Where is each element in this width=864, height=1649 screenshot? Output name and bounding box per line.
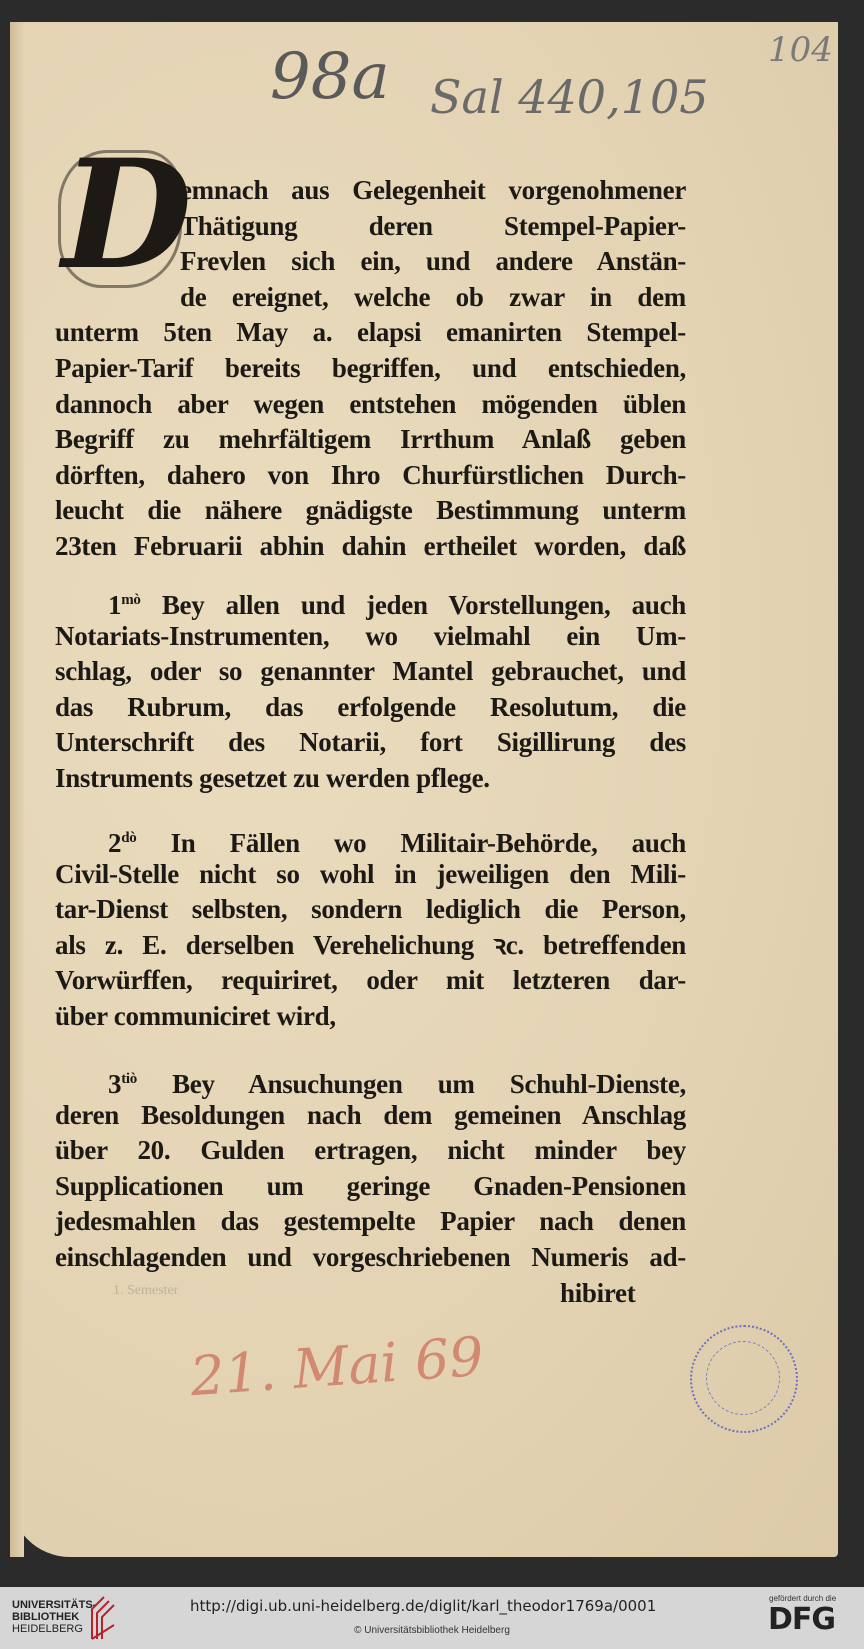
item-3-first-line [108, 1063, 686, 1100]
text-line: tar-Dienst selbsten, sondern lediglich die Person, [55, 894, 686, 925]
red-pencil-note: 21. Mai 69 [188, 1324, 486, 1409]
item-text: Bey Ansuchungen um Schuhl-Dienste, [136, 1069, 686, 1099]
item-ordinal: tiò [121, 1071, 137, 1087]
text-line: als z. E. derselben Verehelichung ꝛc. betreffenden [55, 929, 686, 960]
folio-number: 104 [768, 30, 833, 70]
text-line: Instruments gesetzet zu werden pflege. [55, 763, 490, 793]
text-line: Civil-Stelle nicht so wohl in jeweiligen den Mili- [55, 858, 686, 889]
catchword: hibiret [560, 1278, 636, 1308]
text-line: Begriff zu mehrfältigem Irrthum Anlaß geben [55, 424, 686, 455]
text-line: dörften, dahero von Ihro Churfürstlichen Durch- [55, 459, 686, 490]
dfg-logo: DFG [768, 1602, 836, 1637]
item-2-first-line [108, 822, 686, 859]
permalink-url[interactable]: http://digi.ub.uni-heidelberg.de/diglit/karl_theodor1769a/0001 [190, 1597, 657, 1615]
text-line: einschlagenden und vorgeschriebenen Numeris ad- [55, 1242, 686, 1272]
offset-text: 1. Semester [113, 1283, 179, 1298]
item-text: Bey allen und jeden Vorstellungen, auch [140, 590, 686, 620]
item-1-first-line [108, 584, 686, 621]
logo-text-1: UNIVERSITÄTS- [12, 1599, 97, 1611]
text-line: Unterschrift des Notarii, fort Sigillirung des [55, 727, 686, 758]
item-number: 2 [108, 828, 122, 858]
text-line: das Rubrum, das erfolgende Resolutum, die [55, 691, 686, 722]
text-line: Thätigung deren Stempel-Papier- [180, 210, 686, 241]
logo-text-3: HEIDELBERG [12, 1623, 83, 1635]
item-text: In Fällen wo Militair-Behörde, auch [136, 828, 686, 858]
text-line: jedesmahlen das gestempelte Papier nach denen [55, 1206, 686, 1237]
item-ordinal: dò [121, 830, 137, 846]
library-stamp-inner [706, 1341, 780, 1415]
text-line: unterm 5ten May a. elapsi emanirten Stempel- [55, 317, 686, 348]
item-ordinal: mò [121, 592, 141, 608]
library-stamp [690, 1325, 798, 1433]
funding-label: gefördert durch die [769, 1594, 837, 1603]
text-line: Papier-Tarif bereits begriffen, und entschieden, [55, 353, 686, 383]
text-line: leucht die nähere gnädigste Bestimmung unterm [55, 495, 686, 526]
text-line: Supplicationen um geringe Gnaden-Pensionen [55, 1170, 686, 1201]
text-line: Notariats-Instrumenten, wo vielmahl ein Um- [55, 620, 686, 651]
shelfmark-handwritten: 98a [270, 40, 390, 114]
page-gutter [10, 22, 24, 1557]
copyright: © Universitätsbibliothek Heidelberg [354, 1625, 510, 1636]
call-number-handwritten: Sal 440,105 [430, 70, 709, 124]
text-line: über communiciret wird, [55, 1001, 336, 1031]
text-line: Vorwürffen, requiriret, oder mit letzteren dar- [55, 965, 686, 996]
text-line: schlag, oder so genannter Mantel gebrauchet, und [55, 656, 686, 687]
logo-text-2: BIBLIOTHEK [12, 1611, 80, 1623]
text-line: deren Besoldungen nach dem gemeinen Anschlag [55, 1099, 686, 1130]
drop-cap: D [62, 127, 193, 303]
item-number: 3 [108, 1069, 122, 1099]
text-line: 23ten Februarii abhin dahin ertheilet worden, daß [55, 531, 686, 561]
text-line: Frevlen sich ein, und andere Anstän- [180, 246, 686, 277]
item-number: 1 [108, 590, 122, 620]
footer-bar [0, 1587, 864, 1649]
text-line: dannoch aber wegen entstehen mögenden üblen [55, 388, 686, 419]
text-line: über 20. Gulden ertragen, nicht minder bey [55, 1135, 686, 1166]
text-line: de ereignet, welche ob zwar in dem [180, 281, 686, 312]
text-line: emnach aus Gelegenheit vorgenohmener [180, 175, 686, 205]
